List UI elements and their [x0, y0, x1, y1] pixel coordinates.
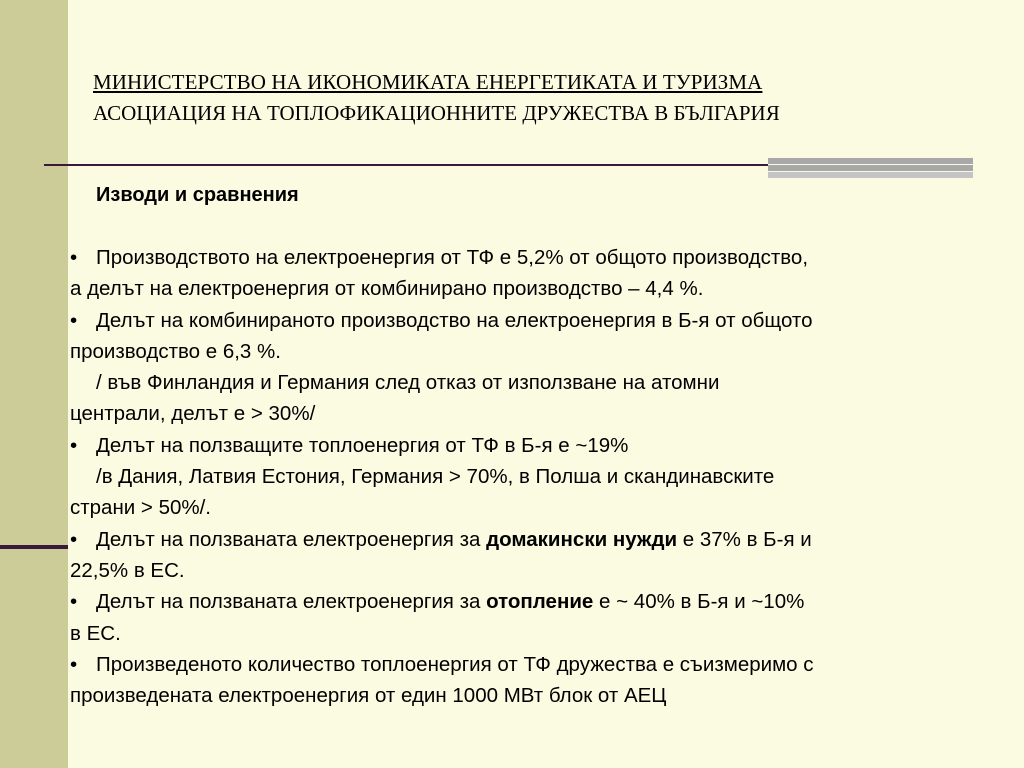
item-text: Делът на ползваната електроенергия за: [96, 527, 487, 551]
item-text: Делът на ползваната електроенергия за: [96, 590, 487, 614]
divider-bars: [768, 158, 973, 178]
bullet-icon: •: [70, 590, 78, 614]
left-decorative-band: [0, 0, 68, 768]
divider-bar: [768, 158, 973, 164]
divider-bar: [768, 165, 973, 171]
item-text: Произведеното количество топлоенергия от ТФ дружества е съизмеримо с: [96, 652, 814, 676]
section-title: Изводи и сравнения: [96, 184, 299, 206]
item-text: а делът на електроенергия от комбинирано производство – 4,4 %.: [70, 277, 704, 301]
bullet-icon: •: [70, 652, 78, 676]
item-text: 22,5% в ЕС.: [70, 558, 185, 582]
bullet-icon: •: [70, 246, 78, 269]
ministry-title: МИНИСТЕРСТВО НА ИКОНОМИКАТА ЕНЕРГЕТИКАТА И ТУРИЗМА: [93, 70, 763, 94]
header-divider: [44, 164, 768, 166]
item-text: в ЕС.: [70, 621, 121, 645]
list-item: [70, 242, 1000, 273]
list-item: [70, 305, 1000, 336]
item-text: Делът на комбинираното производство на електроенергия в Б-я от общото: [96, 308, 813, 332]
item-text: Производството на електроенергия от ТФ е 5,2% от общото производство,: [96, 246, 809, 269]
bullet-icon: •: [70, 308, 78, 332]
left-accent-line: [0, 545, 68, 549]
highlight-heating: отопление: [486, 590, 594, 614]
item-text: е ~ 40% в Б-я и ~10%: [593, 590, 805, 614]
item-text: произведената електроенергия от един 1000 МВт блок от АЕЦ: [70, 684, 667, 708]
item-text: е 37% в Б-я и: [677, 527, 812, 551]
item-text: производство е 6,3 %.: [70, 339, 281, 363]
item-text: страни > 50%/.: [70, 496, 211, 520]
list-item: [70, 649, 1000, 680]
list-item: [70, 586, 1000, 617]
bullet-icon: •: [70, 527, 78, 551]
association-title: АСОЦИАЦИЯ НА ТОПЛОФИКАЦИОННИТЕ ДРУЖЕСТВА В БЪЛГАРИЯ: [93, 101, 780, 125]
bullet-icon: •: [70, 433, 78, 457]
item-text: Делът на ползващите топлоенергия от ТФ в Б-я е ~19%: [96, 433, 629, 457]
list-item: [70, 524, 1000, 555]
highlight-household-needs: домакински нужди: [486, 527, 678, 551]
item-text: централи, делът е > 30%/: [70, 402, 316, 426]
divider-bar: [768, 172, 973, 178]
item-note: / във Финландия и Германия след отказ от използване на атомни: [96, 371, 720, 395]
list-item: [70, 430, 1000, 461]
item-note: /в Дания, Латвия Естония, Германия > 70%, в Полша и скандинавските: [96, 465, 775, 489]
conclusions-list: [70, 242, 1000, 711]
